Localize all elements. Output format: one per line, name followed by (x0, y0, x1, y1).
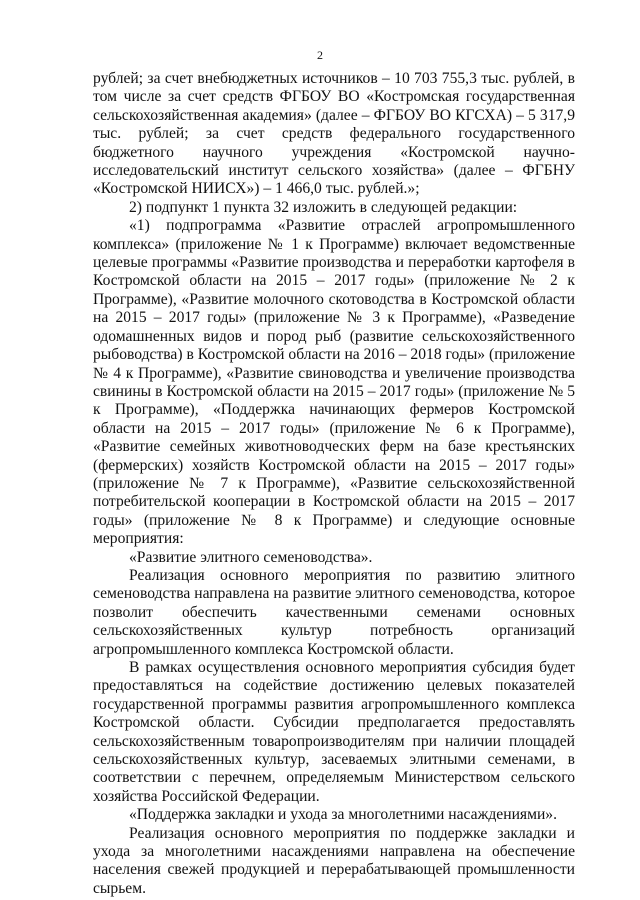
paragraph-subsidy-provision: В рамках осуществления основного мероприятия субсидия будет предоставляться на содействие достижению целевых показателей государственной программы развития агропромышленного комплекса Костромской области. Субсидии предполагается предоставлять сельскохозяйственным товаропроизводителям при наличии площадей сельскохозяйственных культур, засеваемых элитными семенами, в соответствии с перечнем, определяемым Министерством сельского хозяйства Российской Федерации. (93, 659, 575, 805)
document-body (93, 70, 575, 898)
paragraph-perennial-implementation: Реализация основного мероприятия по поддержке закладки и ухода за многолетними насаждениями направлена на обеспечение населения свежей продукцией и перерабатывающей промышленности сырьем. (93, 824, 575, 897)
paragraph-amendment-intro: 2) подпункт 1 пункта 32 изложить в следующей редакции: (129, 198, 518, 216)
paragraph-measure-perennial-plantings: «Поддержка закладки и ухода за многолетними насаждениями». (129, 806, 557, 824)
page-number: 2 (317, 48, 323, 62)
paragraph-measure-elite-seed: «Развитие элитного семеноводства». (129, 548, 373, 566)
paragraph-subprogram-description: «1) подпрограмма «Развитие отраслей агропромышленного комплекса» (приложение № 1 к Программе) включает ведомственные целевые программы «Развитие производства и переработки картофеля в Костромской области на 2015 – 2017 годы» (приложение № 2 к Программе), «Развитие молочного скотоводства в Костромской области на 2015 – 2017 годы» (приложение № 3 к Программе), «Разведение одомашненных видов и пород рыб (развитие сельскохозяйственного рыбоводства) в Костромской области на 2016 – 2018 годы» (приложение № 4 к Программе), «Развитие свиноводства и увеличение производства свинины в Костромской области на 2015 – 2017 годы» (приложение № 5 к Программе), «Поддержка начинающих фермеров Костромской области на 2015 – 2017 годы» (приложение № 6 к Программе), «Развитие семейных животноводческих ферм на базе крестьянских (фермерских) хозяйств Костромской области на 2015 – 2017 годы» (приложение № 7 к Программе), «Развитие сельскохозяйственной потребительской кооперации в Костромской области на 2015 – 2017 годы» (приложение № 8 к Программе) и следующие основные мероприятия: (93, 217, 575, 548)
paragraph-funding-sources: рублей; за счет внебюджетных источников – 10 703 755,3 тыс. рублей, в том числе за счет средств ФГБОУ ВО «Костромская государственная сельскохозяйственная академия» (далее – ФГБОУ ВО КГСХА) – 5 317,9 тыс. рублей; за счет средств федерального государственного бюджетного научного учреждения «Костромской научно-исследовательский институт сельского хозяйства» (далее – ФГБНУ «Костромской НИИСХ») – 1 466,0 тыс. рублей.»; (93, 70, 575, 198)
paragraph-elite-seed-implementation: Реализация основного мероприятия по развитию элитного семеноводства направлена на развитие элитного семеноводства, которое позволит обеспечить качественными семенами основных сельскохозяйственных культур потребность организаций агропромышленного комплекса Костромской области. (93, 566, 575, 658)
